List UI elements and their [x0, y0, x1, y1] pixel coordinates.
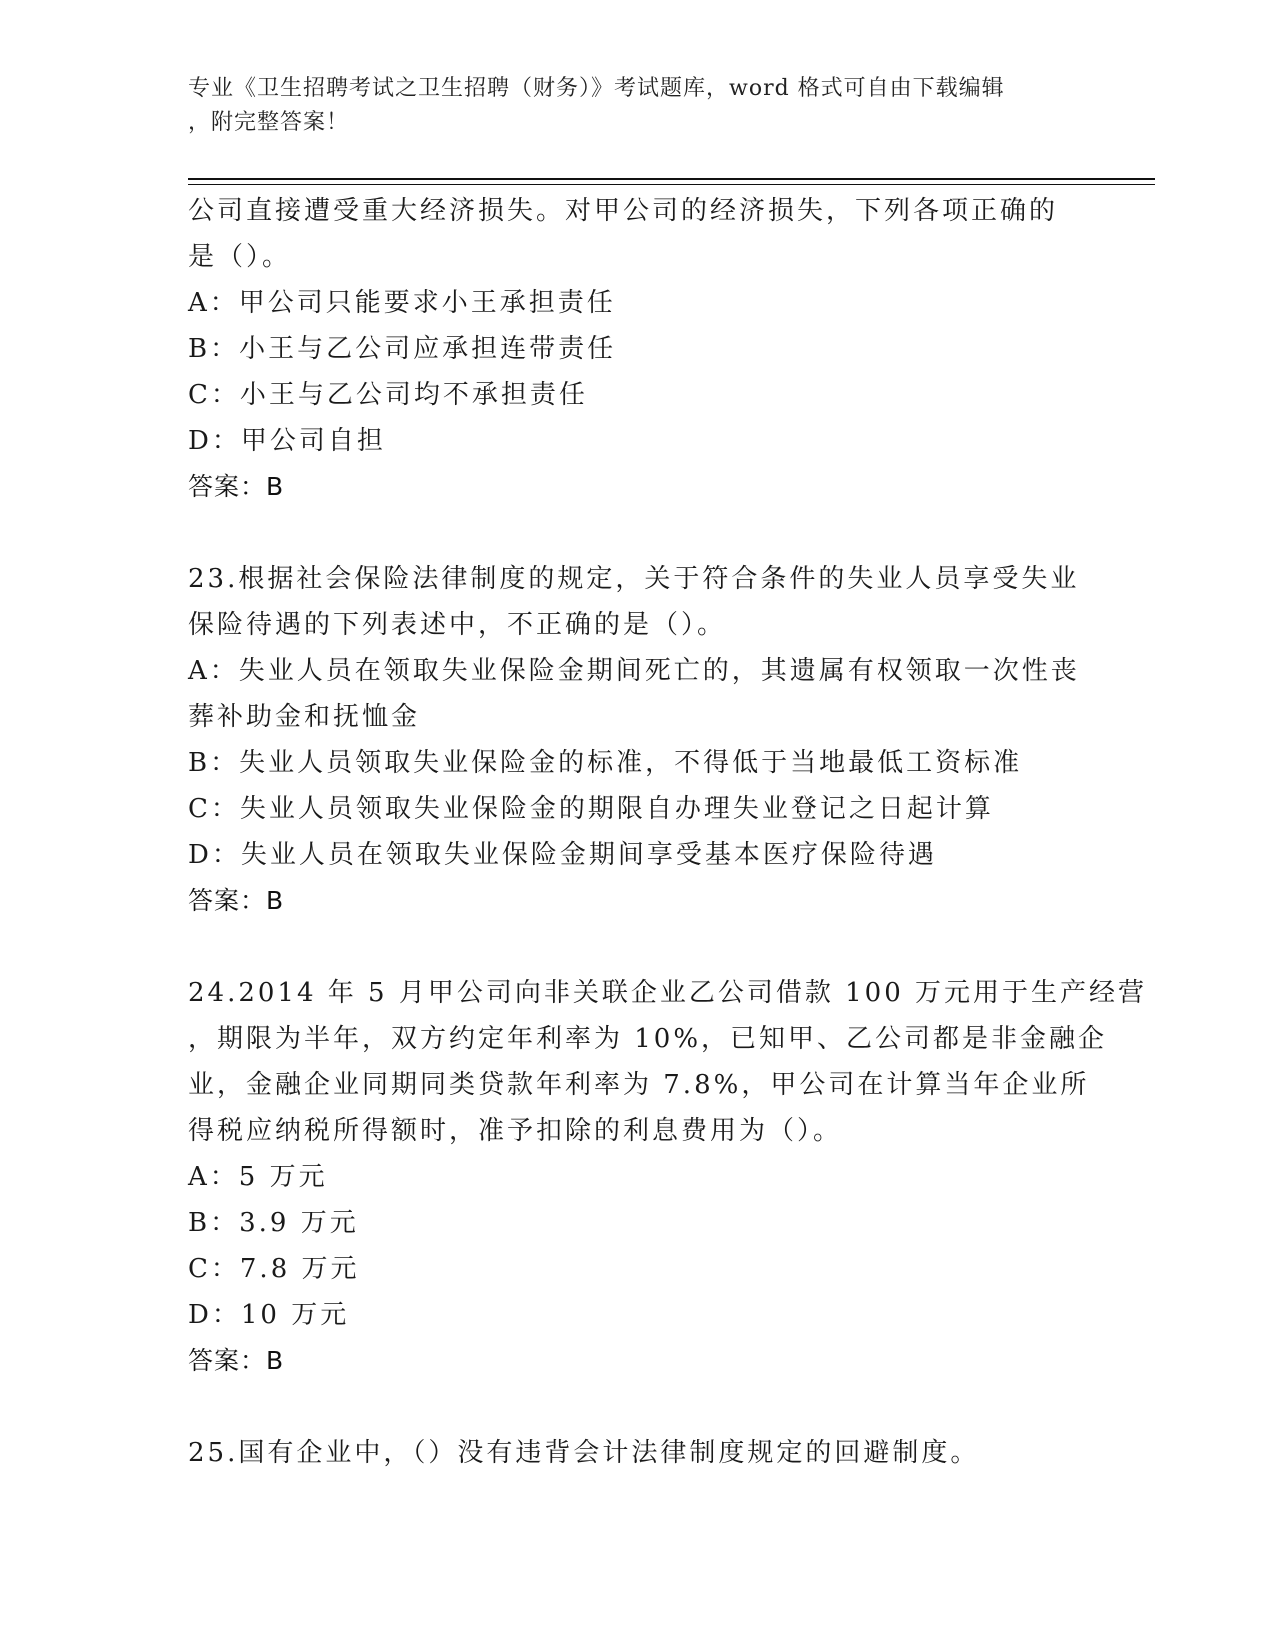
question-stem-line: 是（）。	[188, 242, 292, 272]
question-24	[188, 970, 1148, 1384]
header-line-2: ，附完整答案！	[188, 110, 350, 135]
question-stem-line: 保险待遇的下列表述中，不正确的是（）。	[188, 610, 727, 640]
option-b: B：小王与乙公司应承担连带责任	[188, 334, 617, 364]
document-header	[188, 72, 1068, 140]
question-25	[188, 1430, 1088, 1476]
question-stem-line: 25.国有企业中，（）没有违背会计法律制度规定的回避制度。	[188, 1438, 980, 1468]
question-22	[188, 188, 1088, 510]
question-stem-line: 24.2014 年 5 月甲公司向非关联企业乙公司借款 100 万元用于生产经营	[188, 978, 1148, 1008]
answer-line: 答案：B	[188, 1346, 285, 1375]
spacer	[188, 1384, 1088, 1430]
option-b: B：失业人员领取失业保险金的标准，不得低于当地最低工资标准	[188, 748, 1023, 778]
option-a: A：5 万元	[188, 1162, 328, 1192]
question-list	[188, 188, 1148, 1476]
question-23	[188, 556, 1088, 924]
option-b: B：3.9 万元	[188, 1208, 359, 1238]
option-a-continued: 葬补助金和抚恤金	[188, 702, 421, 732]
question-stem-line: 得税应纳税所得额时，准予扣除的利息费用为（）。	[188, 1116, 843, 1146]
option-c: C：7.8 万元	[188, 1254, 360, 1284]
header-divider-thick	[188, 178, 1155, 180]
header-divider-thin	[188, 184, 1155, 185]
option-d: D：甲公司自担	[188, 426, 386, 456]
question-stem-line: ，期限为半年，双方约定年利率为 10%，已知甲、乙公司都是非金融企	[188, 1024, 1108, 1054]
spacer	[188, 924, 1088, 970]
question-stem-line: 23.根据社会保险法律制度的规定，关于符合条件的失业人员享受失业	[188, 564, 1080, 594]
header-line-1: 专业《卫生招聘考试之卫生招聘（财务）》考试题库，word 格式可自由下载编辑	[188, 76, 1005, 101]
question-stem-line: 公司直接遭受重大经济损失。对甲公司的经济损失，下列各项正确的	[188, 196, 1059, 226]
option-a: A：甲公司只能要求小王承担责任	[188, 288, 616, 318]
option-c: C：小王与乙公司均不承担责任	[188, 380, 588, 410]
spacer	[188, 510, 1088, 556]
question-stem-line: 业，金融企业同期同类贷款年利率为 7.8%，甲公司在计算当年企业所	[188, 1070, 1090, 1100]
option-a: A：失业人员在领取失业保险金期间死亡的，其遗属有权领取一次性丧	[188, 656, 1080, 686]
option-d: D：10 万元	[188, 1300, 350, 1330]
option-c: C：失业人员领取失业保险金的期限自办理失业登记之日起计算	[188, 794, 994, 824]
option-d: D：失业人员在领取失业保险金期间享受基本医疗保险待遇	[188, 840, 937, 870]
answer-line: 答案：B	[188, 472, 285, 501]
answer-line: 答案：B	[188, 886, 285, 915]
